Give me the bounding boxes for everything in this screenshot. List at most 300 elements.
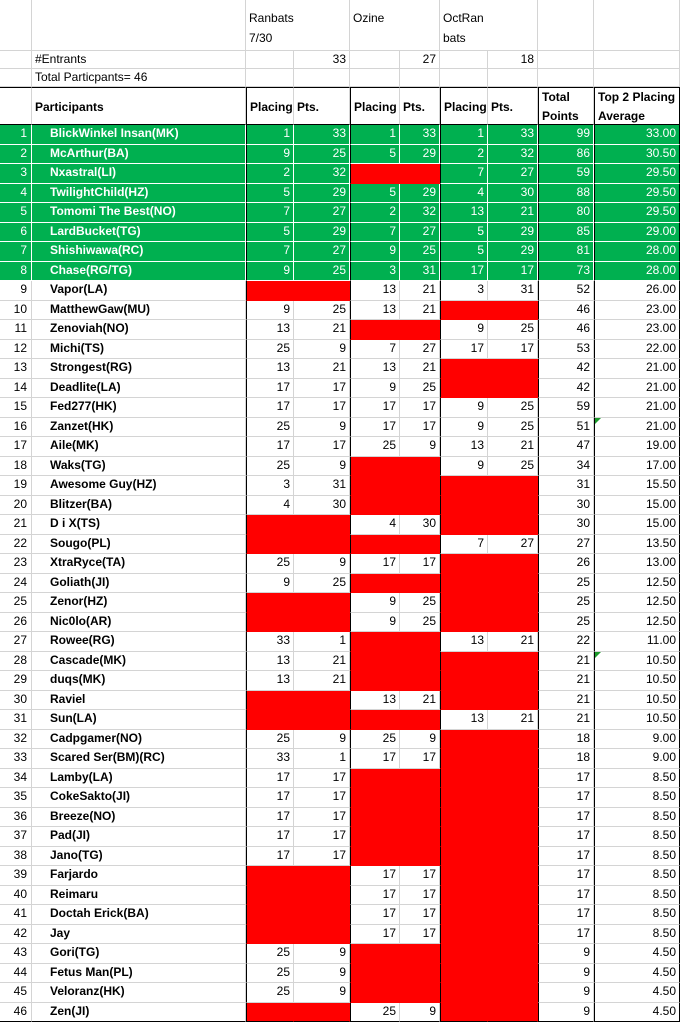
top2-average-cell[interactable]: 28.00 (594, 242, 680, 262)
points-cell[interactable]: 32 (294, 164, 350, 184)
participant-name[interactable]: Reimaru (32, 886, 246, 905)
points-cell[interactable]: 29 (488, 242, 538, 262)
placing-cell[interactable]: 9 (440, 398, 488, 418)
total-points-cell[interactable]: 18 (538, 749, 594, 769)
top2-average-cell[interactable]: 12.50 (594, 593, 680, 613)
row-number[interactable]: 42 (0, 925, 32, 944)
top2-average-cell[interactable]: 4.50 (594, 944, 680, 964)
participant-name[interactable]: D i X(TS) (32, 515, 246, 535)
participant-name[interactable]: Waks(TG) (32, 457, 246, 476)
points-cell[interactable]: 17 (400, 866, 440, 886)
entrants-label[interactable]: #Entrants (32, 51, 246, 69)
points-cell[interactable]: 25 (400, 379, 440, 398)
top2-average-cell[interactable]: 13.00 (594, 554, 680, 574)
top2-average-cell[interactable]: 15.00 (594, 515, 680, 535)
absent-placing-cell[interactable] (350, 632, 400, 652)
row-number[interactable]: 12 (0, 340, 32, 359)
absent-placing-cell[interactable] (350, 983, 400, 1003)
absent-points-cell[interactable] (400, 944, 440, 964)
absent-points-cell[interactable] (400, 769, 440, 788)
placing-cell[interactable]: 25 (246, 983, 294, 1003)
absent-placing-cell[interactable] (246, 593, 294, 613)
absent-placing-cell[interactable] (440, 749, 488, 769)
absent-placing-cell[interactable] (440, 496, 488, 515)
total-points-cell[interactable]: 21 (538, 691, 594, 710)
placing-cell[interactable]: 9 (246, 145, 294, 164)
participant-name[interactable]: XtraRyce(TA) (32, 554, 246, 574)
row-number[interactable]: 16 (0, 418, 32, 437)
row-number[interactable]: 3 (0, 164, 32, 184)
total-participants-label[interactable]: Total Particpants= 46 (32, 69, 246, 87)
absent-placing-cell[interactable] (246, 925, 294, 944)
absent-points-cell[interactable] (400, 320, 440, 340)
points-cell[interactable]: 30 (400, 515, 440, 535)
absent-placing-cell[interactable] (246, 886, 294, 905)
absent-points-cell[interactable] (488, 983, 538, 1003)
top2-average-cell[interactable]: 11.00 (594, 632, 680, 652)
points-cell[interactable]: 25 (400, 593, 440, 613)
points-cell[interactable]: 17 (488, 262, 538, 281)
placing-cell[interactable]: 25 (246, 457, 294, 476)
row-number[interactable]: 31 (0, 710, 32, 730)
placing-cell[interactable]: 17 (350, 398, 400, 418)
placing-cell[interactable]: 4 (440, 184, 488, 203)
placing-cell[interactable]: 5 (246, 223, 294, 242)
top2-average-cell[interactable]: 29.50 (594, 184, 680, 203)
points-cell[interactable]: 33 (294, 125, 350, 145)
total-points-cell[interactable]: 26 (538, 554, 594, 574)
points-cell[interactable]: 21 (400, 281, 440, 301)
blank-cell[interactable] (538, 0, 594, 51)
points-cell[interactable]: 17 (400, 418, 440, 437)
top2-average-cell[interactable]: 15.50 (594, 476, 680, 496)
blank-cell[interactable] (594, 0, 680, 51)
absent-placing-cell[interactable] (440, 730, 488, 749)
absent-placing-cell[interactable] (440, 944, 488, 964)
total-points-cell[interactable]: 42 (538, 359, 594, 379)
placing-cell[interactable]: 9 (350, 379, 400, 398)
top2-average-cell[interactable]: 8.50 (594, 769, 680, 788)
participant-name[interactable]: Gori(TG) (32, 944, 246, 964)
absent-placing-cell[interactable] (246, 905, 294, 925)
total-points-cell[interactable]: 52 (538, 281, 594, 301)
absent-points-cell[interactable] (400, 632, 440, 652)
participant-name[interactable]: Michi(TS) (32, 340, 246, 359)
top2-average-cell[interactable]: 10.50 (594, 691, 680, 710)
placing-cell[interactable]: 3 (350, 262, 400, 281)
absent-placing-cell[interactable] (350, 788, 400, 808)
absent-placing-cell[interactable] (440, 593, 488, 613)
total-points-cell[interactable]: 59 (538, 164, 594, 184)
placing-cell[interactable]: 5 (440, 223, 488, 242)
absent-points-cell[interactable] (488, 301, 538, 320)
points-cell[interactable]: 29 (400, 184, 440, 203)
points-cell[interactable]: 9 (294, 730, 350, 749)
absent-placing-cell[interactable] (440, 866, 488, 886)
total-points-cell[interactable]: 31 (538, 476, 594, 496)
comment-indicator-icon[interactable] (595, 652, 601, 658)
header-pts-3[interactable]: Pts. (488, 87, 538, 125)
absent-placing-cell[interactable] (440, 905, 488, 925)
participant-name[interactable]: Vapor(LA) (32, 281, 246, 301)
participant-name[interactable]: Cadpgamer(NO) (32, 730, 246, 749)
points-cell[interactable]: 25 (294, 262, 350, 281)
participant-name[interactable]: Strongest(RG) (32, 359, 246, 379)
points-cell[interactable]: 25 (400, 613, 440, 632)
absent-placing-cell[interactable] (350, 769, 400, 788)
blank-cell[interactable] (0, 69, 32, 87)
placing-cell[interactable]: 17 (246, 808, 294, 827)
placing-cell[interactable]: 7 (440, 535, 488, 554)
absent-points-cell[interactable] (488, 515, 538, 535)
placing-cell[interactable]: 13 (440, 632, 488, 652)
absent-points-cell[interactable] (294, 886, 350, 905)
absent-points-cell[interactable] (488, 769, 538, 788)
placing-cell[interactable]: 17 (440, 262, 488, 281)
placing-cell[interactable]: 33 (246, 749, 294, 769)
points-cell[interactable]: 21 (400, 301, 440, 320)
points-cell[interactable]: 21 (294, 359, 350, 379)
points-cell[interactable]: 21 (488, 437, 538, 457)
absent-placing-cell[interactable] (246, 691, 294, 710)
absent-placing-cell[interactable] (440, 574, 488, 593)
absent-points-cell[interactable] (488, 749, 538, 769)
event-entrants-2[interactable]: 27 (400, 51, 440, 69)
points-cell[interactable]: 21 (400, 359, 440, 379)
points-cell[interactable]: 17 (400, 749, 440, 769)
top2-average-cell[interactable]: 21.00 (594, 398, 680, 418)
participant-name[interactable]: duqs(MK) (32, 671, 246, 691)
points-cell[interactable]: 30 (488, 184, 538, 203)
absent-points-cell[interactable] (488, 808, 538, 827)
placing-cell[interactable]: 9 (246, 262, 294, 281)
placing-cell[interactable]: 9 (440, 418, 488, 437)
participant-name[interactable]: Pad(JI) (32, 827, 246, 847)
points-cell[interactable]: 17 (294, 398, 350, 418)
placing-cell[interactable]: 17 (246, 847, 294, 866)
placing-cell[interactable]: 25 (350, 437, 400, 457)
total-points-cell[interactable]: 17 (538, 905, 594, 925)
top2-average-cell[interactable]: 23.00 (594, 301, 680, 320)
row-number[interactable]: 46 (0, 1003, 32, 1022)
absent-points-cell[interactable] (294, 281, 350, 301)
total-points-cell[interactable]: 17 (538, 788, 594, 808)
points-cell[interactable]: 27 (488, 164, 538, 184)
event-title-1[interactable] (246, 0, 350, 51)
absent-points-cell[interactable] (488, 905, 538, 925)
participant-name[interactable]: BlickWinkel Insan(MK) (32, 125, 246, 145)
top2-average-cell[interactable]: 29.50 (594, 164, 680, 184)
total-points-cell[interactable]: 25 (538, 574, 594, 593)
placing-cell[interactable]: 2 (246, 164, 294, 184)
absent-points-cell[interactable] (294, 515, 350, 535)
absent-points-cell[interactable] (400, 808, 440, 827)
points-cell[interactable]: 25 (294, 574, 350, 593)
event-entrants-1[interactable]: 33 (294, 51, 350, 69)
participant-name[interactable]: Cascade(MK) (32, 652, 246, 671)
total-points-cell[interactable]: 46 (538, 301, 594, 320)
participant-name[interactable]: Veloranz(HK) (32, 983, 246, 1003)
absent-points-cell[interactable] (488, 671, 538, 691)
absent-points-cell[interactable] (488, 964, 538, 983)
blank-cell[interactable] (294, 69, 350, 87)
placing-cell[interactable]: 17 (350, 886, 400, 905)
points-cell[interactable]: 30 (294, 496, 350, 515)
blank-cell[interactable] (538, 69, 594, 87)
points-cell[interactable]: 9 (294, 457, 350, 476)
participant-name[interactable]: Zen(JI) (32, 1003, 246, 1022)
placing-cell[interactable]: 25 (350, 730, 400, 749)
placing-cell[interactable]: 4 (246, 496, 294, 515)
points-cell[interactable]: 9 (294, 340, 350, 359)
points-cell[interactable]: 21 (488, 710, 538, 730)
placing-cell[interactable]: 17 (246, 788, 294, 808)
points-cell[interactable]: 27 (400, 340, 440, 359)
total-points-cell[interactable]: 34 (538, 457, 594, 476)
placing-cell[interactable]: 2 (440, 145, 488, 164)
top2-average-cell[interactable]: 8.50 (594, 827, 680, 847)
absent-placing-cell[interactable] (440, 554, 488, 574)
participant-name[interactable]: Jay (32, 925, 246, 944)
row-number[interactable]: 1 (0, 125, 32, 145)
points-cell[interactable]: 17 (294, 437, 350, 457)
absent-points-cell[interactable] (488, 925, 538, 944)
absent-placing-cell[interactable] (440, 847, 488, 866)
points-cell[interactable]: 25 (488, 398, 538, 418)
placing-cell[interactable]: 13 (440, 437, 488, 457)
row-number[interactable]: 8 (0, 262, 32, 281)
row-number[interactable]: 32 (0, 730, 32, 749)
row-number[interactable]: 39 (0, 866, 32, 886)
placing-cell[interactable]: 25 (350, 1003, 400, 1022)
absent-points-cell[interactable] (488, 554, 538, 574)
absent-placing-cell[interactable] (440, 652, 488, 671)
placing-cell[interactable]: 17 (350, 925, 400, 944)
top2-average-cell[interactable]: 8.50 (594, 866, 680, 886)
points-cell[interactable]: 33 (488, 125, 538, 145)
total-points-cell[interactable]: 9 (538, 1003, 594, 1022)
points-cell[interactable]: 9 (294, 418, 350, 437)
row-number[interactable]: 44 (0, 964, 32, 983)
absent-points-cell[interactable] (400, 847, 440, 866)
absent-placing-cell[interactable] (246, 281, 294, 301)
participant-name[interactable]: Breeze(NO) (32, 808, 246, 827)
points-cell[interactable]: 29 (294, 184, 350, 203)
top2-average-cell[interactable]: 33.00 (594, 125, 680, 145)
absent-placing-cell[interactable] (440, 964, 488, 983)
row-number[interactable]: 19 (0, 476, 32, 496)
total-points-cell[interactable]: 22 (538, 632, 594, 652)
row-number[interactable]: 38 (0, 847, 32, 866)
placing-cell[interactable]: 17 (350, 554, 400, 574)
absent-placing-cell[interactable] (350, 944, 400, 964)
top2-average-cell[interactable]: 13.50 (594, 535, 680, 554)
points-cell[interactable]: 17 (400, 554, 440, 574)
total-points-cell[interactable]: 17 (538, 847, 594, 866)
absent-points-cell[interactable] (488, 574, 538, 593)
absent-placing-cell[interactable] (440, 1003, 488, 1022)
blank-cell[interactable] (440, 69, 488, 87)
placing-cell[interactable]: 13 (350, 691, 400, 710)
row-number[interactable]: 37 (0, 827, 32, 847)
event-title-3[interactable] (440, 0, 538, 51)
points-cell[interactable]: 33 (400, 125, 440, 145)
absent-points-cell[interactable] (488, 613, 538, 632)
row-number[interactable]: 45 (0, 983, 32, 1003)
placing-cell[interactable]: 9 (440, 457, 488, 476)
total-points-cell[interactable]: 21 (538, 710, 594, 730)
total-points-cell[interactable]: 27 (538, 535, 594, 554)
placing-cell[interactable]: 5 (440, 242, 488, 262)
points-cell[interactable]: 17 (294, 379, 350, 398)
absent-placing-cell[interactable] (440, 808, 488, 827)
placing-cell[interactable]: 13 (440, 710, 488, 730)
placing-cell[interactable]: 9 (246, 301, 294, 320)
placing-cell[interactable]: 17 (350, 418, 400, 437)
participant-name[interactable]: Lamby(LA) (32, 769, 246, 788)
points-cell[interactable]: 17 (400, 925, 440, 944)
participant-name[interactable]: Sun(LA) (32, 710, 246, 730)
total-points-cell[interactable]: 42 (538, 379, 594, 398)
top2-average-cell[interactable]: 23.00 (594, 320, 680, 340)
row-number[interactable]: 18 (0, 457, 32, 476)
top2-average-cell[interactable]: 26.00 (594, 281, 680, 301)
placing-cell[interactable]: 13 (246, 320, 294, 340)
placing-cell[interactable]: 13 (350, 359, 400, 379)
absent-points-cell[interactable] (488, 476, 538, 496)
header-participants[interactable]: Participants (32, 87, 246, 125)
points-cell[interactable]: 21 (400, 691, 440, 710)
participant-name[interactable]: Nxastral(LI) (32, 164, 246, 184)
row-number[interactable]: 2 (0, 145, 32, 164)
top2-average-cell[interactable]: 4.50 (594, 964, 680, 983)
total-points-cell[interactable]: 21 (538, 671, 594, 691)
top2-average-cell[interactable]: 12.50 (594, 613, 680, 632)
absent-points-cell[interactable] (400, 671, 440, 691)
placing-cell[interactable]: 17 (350, 905, 400, 925)
row-number[interactable]: 30 (0, 691, 32, 710)
participant-name[interactable]: Fed277(HK) (32, 398, 246, 418)
top2-average-cell[interactable]: 4.50 (594, 983, 680, 1003)
absent-points-cell[interactable] (488, 944, 538, 964)
absent-placing-cell[interactable] (350, 847, 400, 866)
total-points-cell[interactable]: 88 (538, 184, 594, 203)
participant-name[interactable]: Zanzet(HK) (32, 418, 246, 437)
points-cell[interactable]: 1 (294, 749, 350, 769)
placing-cell[interactable]: 17 (246, 827, 294, 847)
total-points-cell[interactable]: 9 (538, 983, 594, 1003)
points-cell[interactable]: 25 (400, 242, 440, 262)
total-points-cell[interactable]: 30 (538, 515, 594, 535)
placing-cell[interactable]: 7 (246, 203, 294, 223)
participant-name[interactable]: Deadlite(LA) (32, 379, 246, 398)
placing-cell[interactable]: 13 (440, 203, 488, 223)
participant-name[interactable]: Farjardo (32, 866, 246, 886)
header-placing-1[interactable]: Placing (246, 87, 294, 125)
row-number[interactable]: 43 (0, 944, 32, 964)
row-number[interactable]: 35 (0, 788, 32, 808)
header-pts-2[interactable]: Pts. (400, 87, 440, 125)
participant-name[interactable]: Sougo(PL) (32, 535, 246, 554)
participant-name[interactable]: McArthur(BA) (32, 145, 246, 164)
row-number[interactable]: 15 (0, 398, 32, 418)
top2-average-cell[interactable]: 22.00 (594, 340, 680, 359)
absent-placing-cell[interactable] (440, 515, 488, 535)
top2-average-cell[interactable]: 21.00 (594, 379, 680, 398)
points-cell[interactable]: 17 (294, 808, 350, 827)
points-cell[interactable]: 9 (400, 1003, 440, 1022)
event-title-2[interactable] (350, 0, 440, 51)
placing-cell[interactable]: 7 (350, 223, 400, 242)
points-cell[interactable]: 9 (294, 964, 350, 983)
placing-cell[interactable]: 17 (246, 437, 294, 457)
total-points-cell[interactable]: 17 (538, 827, 594, 847)
header-placing-2[interactable]: Placing (350, 87, 400, 125)
participant-name[interactable]: Zenor(HZ) (32, 593, 246, 613)
placing-cell[interactable]: 13 (350, 301, 400, 320)
placing-cell[interactable]: 25 (246, 554, 294, 574)
absent-placing-cell[interactable] (440, 925, 488, 944)
placing-cell[interactable]: 5 (350, 145, 400, 164)
placing-cell[interactable]: 9 (350, 593, 400, 613)
placing-cell[interactable]: 25 (246, 964, 294, 983)
blank-cell[interactable] (594, 69, 680, 87)
corner-cell[interactable] (0, 0, 32, 51)
absent-points-cell[interactable] (488, 730, 538, 749)
participant-name[interactable]: Chase(RG/TG) (32, 262, 246, 281)
header-pts-1[interactable]: Pts. (294, 87, 350, 125)
points-cell[interactable]: 17 (400, 905, 440, 925)
blank-cell[interactable] (246, 51, 294, 69)
blank-cell[interactable] (538, 51, 594, 69)
absent-placing-cell[interactable] (350, 164, 400, 184)
row-number[interactable]: 9 (0, 281, 32, 301)
points-cell[interactable]: 29 (400, 145, 440, 164)
points-cell[interactable]: 27 (294, 242, 350, 262)
points-cell[interactable]: 27 (294, 203, 350, 223)
points-cell[interactable]: 25 (294, 145, 350, 164)
placing-cell[interactable]: 17 (246, 398, 294, 418)
points-cell[interactable]: 27 (488, 535, 538, 554)
row-number[interactable]: 17 (0, 437, 32, 457)
top2-average-cell[interactable]: 15.00 (594, 496, 680, 515)
absent-points-cell[interactable] (294, 905, 350, 925)
placing-cell[interactable]: 5 (246, 184, 294, 203)
placing-cell[interactable]: 7 (246, 242, 294, 262)
placing-cell[interactable]: 25 (246, 730, 294, 749)
blank-cell[interactable] (0, 87, 32, 125)
absent-placing-cell[interactable] (350, 808, 400, 827)
placing-cell[interactable]: 7 (440, 164, 488, 184)
row-number[interactable]: 28 (0, 652, 32, 671)
absent-placing-cell[interactable] (350, 671, 400, 691)
absent-points-cell[interactable] (294, 1003, 350, 1022)
absent-placing-cell[interactable] (350, 457, 400, 476)
row-number[interactable]: 11 (0, 320, 32, 340)
absent-points-cell[interactable] (400, 788, 440, 808)
placing-cell[interactable]: 4 (350, 515, 400, 535)
participant-name[interactable]: Fetus Man(PL) (32, 964, 246, 983)
row-number[interactable]: 33 (0, 749, 32, 769)
placing-cell[interactable]: 13 (246, 359, 294, 379)
placing-cell[interactable]: 1 (440, 125, 488, 145)
points-cell[interactable]: 9 (400, 730, 440, 749)
participant-name[interactable]: Rowee(RG) (32, 632, 246, 652)
blank-cell[interactable] (488, 69, 538, 87)
absent-points-cell[interactable] (400, 983, 440, 1003)
placing-cell[interactable]: 25 (246, 418, 294, 437)
placing-cell[interactable]: 17 (440, 340, 488, 359)
